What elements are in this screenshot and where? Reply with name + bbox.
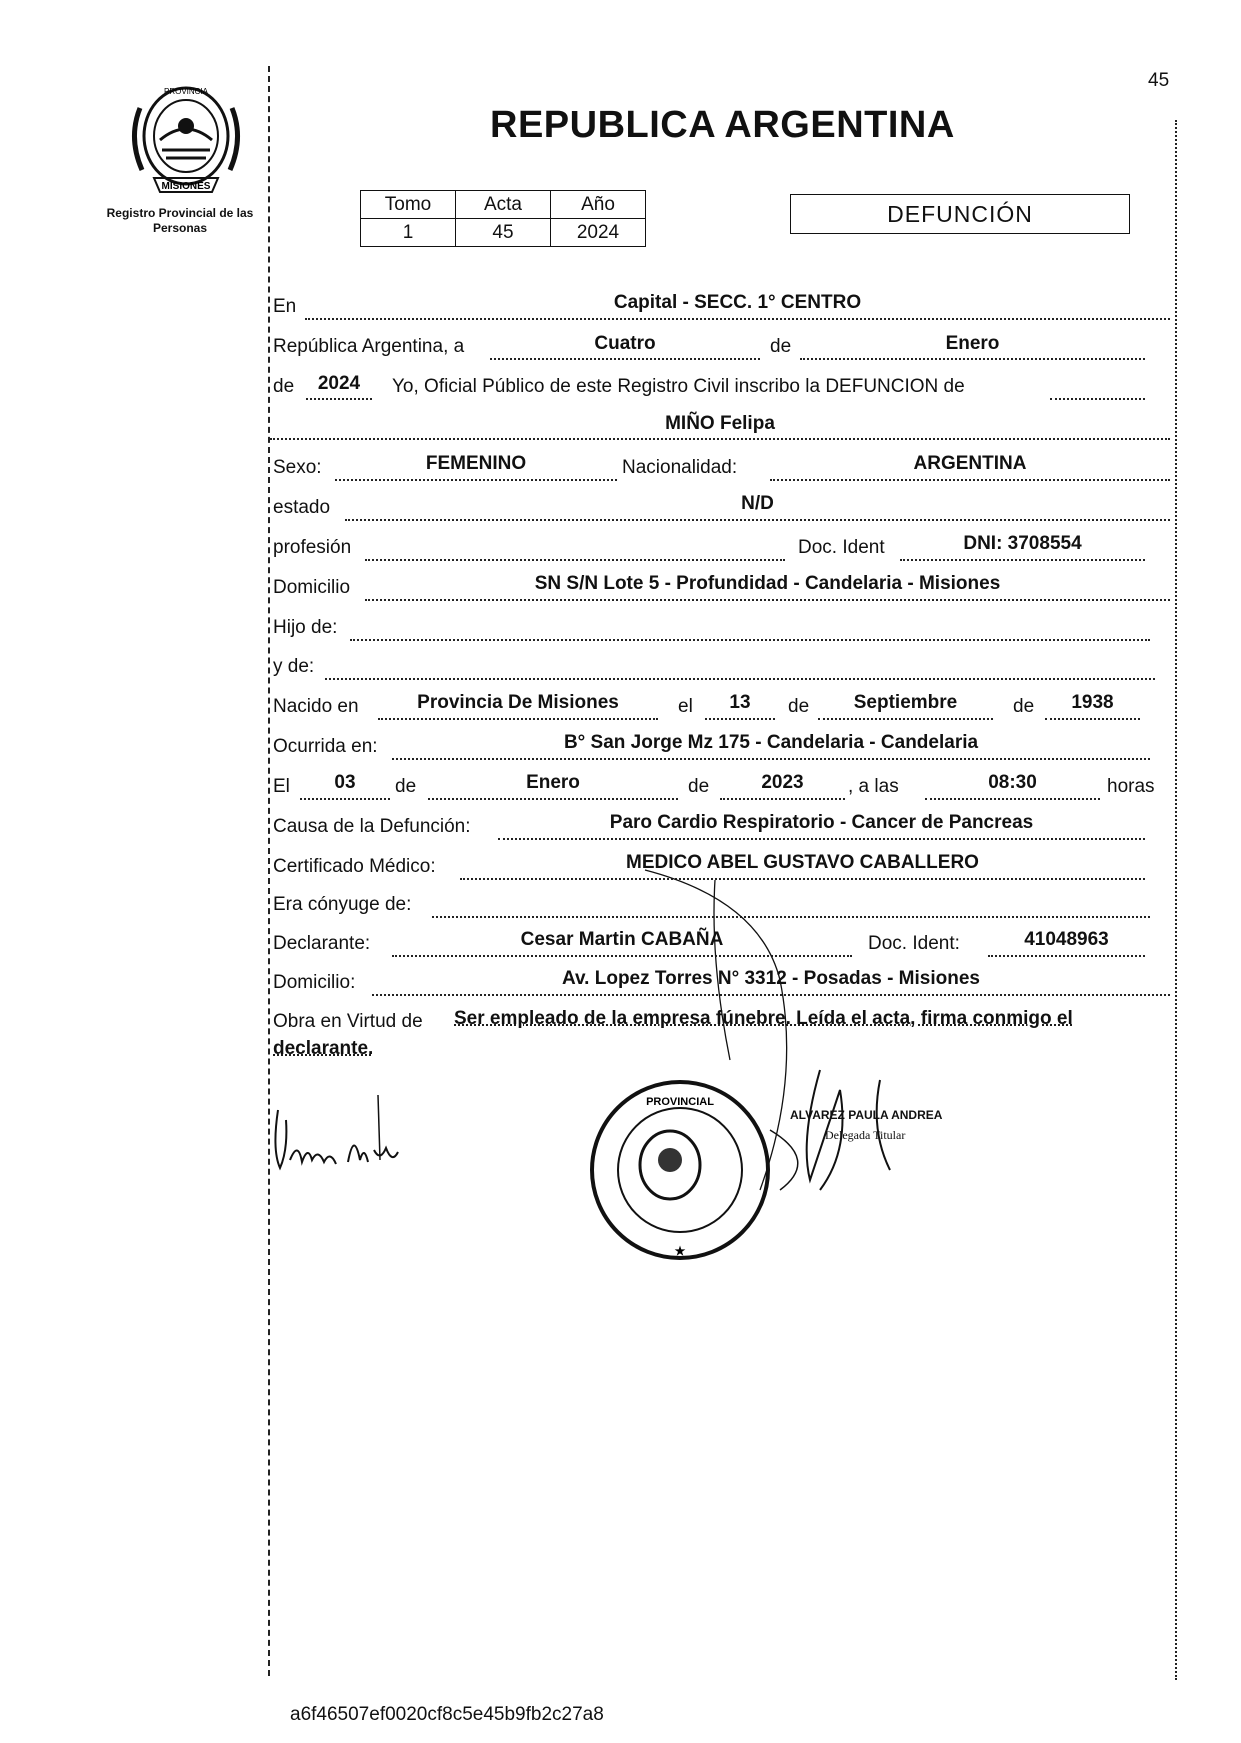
svg-text:★: ★ — [674, 1244, 686, 1258]
causa-value: Paro Cardio Respiratorio - Cancer de Pancreas — [609, 812, 1034, 833]
sexo-label: Sexo: — [273, 457, 322, 478]
registry-caption: Registro Provincial de las Personas — [106, 206, 254, 235]
el2-label: El — [273, 776, 290, 797]
header-anio: Año — [551, 191, 646, 219]
domicilio-value: SN S/N Lote 5 - Profundidad - Candelaria - Misiones — [534, 573, 1001, 594]
official-role: Delegada Titular — [825, 1128, 906, 1142]
inscribo-text: Yo, Oficial Público de este Registro Civil inscribo la DEFUNCION de — [392, 376, 965, 397]
ocurrida-label: Ocurrida en: — [273, 736, 378, 757]
page-title: REPUBLICA ARGENTINA — [490, 104, 955, 146]
fecha-dia: Cuatro — [594, 333, 656, 354]
page-number: 45 — [1148, 70, 1170, 91]
header-tomo: Tomo — [361, 191, 456, 219]
domicilio2-label: Domicilio: — [273, 972, 356, 993]
profesion-label: profesión — [273, 537, 352, 558]
document-hash: a6f46507ef0020cf8c5e45b9fb2c27a8 — [290, 1704, 604, 1725]
defuncion-anio: 2023 — [761, 772, 804, 793]
de2-label: de — [273, 376, 295, 397]
nacido-dia: 13 — [729, 692, 751, 713]
obra-text: Ser empleado de la empresa fúnebre. Leída el acta, firma conmigo el — [454, 1008, 1073, 1029]
tomo-acta-anio-table — [360, 190, 646, 247]
republica-label: República Argentina, a — [273, 336, 465, 357]
alas-label: , a las — [848, 776, 899, 797]
en-value: Capital - SECC. 1° CENTRO — [613, 292, 862, 313]
de5-label: de — [395, 776, 417, 797]
certificado-label: Certificado Médico: — [273, 856, 436, 877]
ocurrida-value: B° San Jorge Mz 175 - Candelaria - Candelaria — [563, 732, 979, 753]
svg-text:PROVINCIAL: PROVINCIAL — [646, 1096, 714, 1108]
nacido-anio: 1938 — [1071, 692, 1114, 713]
certificado-value: MEDICO ABEL GUSTAVO CABALLERO — [626, 852, 979, 873]
header-acta: Acta — [456, 191, 551, 219]
defuncion-mes: Enero — [526, 772, 580, 793]
nacido-mes: Septiembre — [853, 692, 958, 713]
yde-label: y de: — [273, 656, 315, 677]
doc2-label: Doc. Ident: — [868, 933, 960, 954]
hijo-label: Hijo de: — [273, 617, 338, 638]
nacionalidad-label: Nacionalidad: — [622, 457, 738, 478]
causa-label: Causa de la Defunción: — [273, 816, 471, 837]
deceased-name: MIÑO Felipa — [665, 413, 775, 434]
de-label: de — [770, 336, 792, 357]
value-anio: 2024 — [551, 219, 646, 247]
value-tomo: 1 — [361, 219, 456, 247]
sexo-value: FEMENINO — [425, 453, 527, 474]
svg-text:MISIONES: MISIONES — [161, 181, 211, 192]
obra-text-2: declarante. — [273, 1038, 374, 1059]
estado-label: estado — [273, 497, 331, 518]
nacionalidad-value: ARGENTINA — [913, 453, 1027, 474]
estado-value: N/D — [741, 493, 774, 514]
domicilio2-value: Av. Lopez Torres N° 3312 - Posadas - Misiones — [562, 968, 980, 989]
value-acta: 45 — [456, 219, 551, 247]
nacido-lugar: Provincia De Misiones — [417, 692, 619, 713]
de4-label: de — [1013, 696, 1035, 717]
doc2-value: 41048963 — [1024, 929, 1109, 950]
record-type-box: DEFUNCIÓN — [790, 194, 1130, 234]
fecha-mes: Enero — [945, 333, 1000, 354]
declarante-value: Cesar Martin CABAÑA — [520, 929, 724, 950]
declarant-signature — [268, 1090, 428, 1180]
province-seal-logo — [120, 78, 252, 198]
en-label: En — [273, 296, 297, 317]
de6-label: de — [688, 776, 710, 797]
doc-value: DNI: 3708554 — [963, 533, 1082, 554]
horas-label: horas — [1107, 776, 1155, 797]
declarante-label: Declarante: — [273, 933, 371, 954]
conyuge-label: Era cónyuge de: — [273, 894, 412, 915]
nacido-label: Nacido en — [273, 696, 359, 717]
fecha-anio: 2024 — [317, 373, 361, 394]
el-label: el — [678, 696, 693, 717]
doc-label: Doc. Ident — [798, 537, 885, 558]
defuncion-hora: 08:30 — [988, 772, 1037, 793]
obra-label: Obra en Virtud de — [273, 1011, 423, 1032]
signature-stroke — [640, 860, 880, 1200]
domicilio-label: Domicilio — [273, 577, 351, 598]
right-border — [1175, 120, 1177, 1680]
official-name: ALVAREZ PAULA ANDREA — [790, 1108, 943, 1122]
svg-text:PROVINCIA: PROVINCIA — [163, 87, 209, 96]
left-border — [268, 66, 270, 1676]
defuncion-dia: 03 — [334, 772, 356, 793]
de3-label: de — [788, 696, 810, 717]
